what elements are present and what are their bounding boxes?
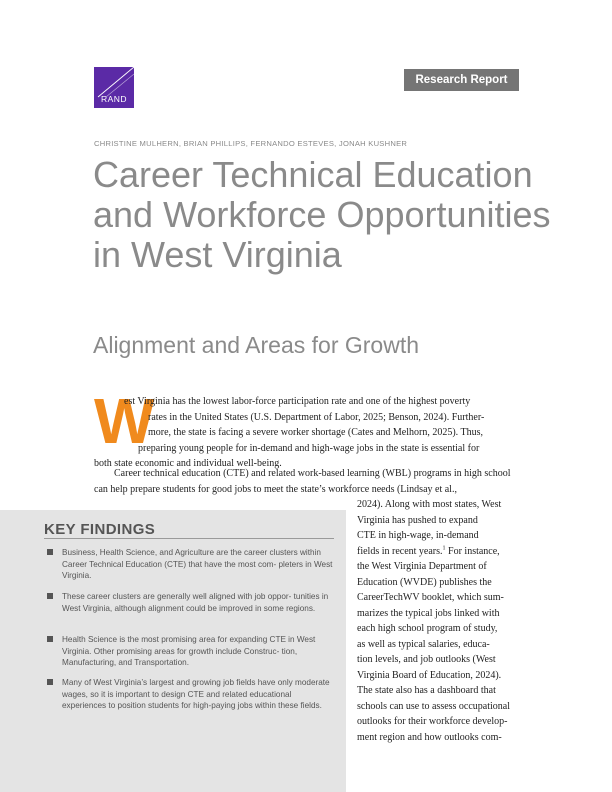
body-line: ment region and how outlooks com- [357,731,502,743]
bullet-square-icon [47,679,53,685]
body-line: preparing young people for in-demand and high-wage jobs in the state is essential for [138,442,480,454]
page-title: Career Technical Education and Workforce Opportunities in West Virginia [93,154,551,275]
body-line: more, the state is facing a severe worker shortage (Cates and Melhorn, 2025). Thus, [148,427,483,438]
body-text: fields in recent years. [357,545,443,557]
drop-cap: W [94,385,155,457]
body-line: outlooks for their workforce develop- [357,716,508,727]
page-subtitle: Alignment and Areas for Growth [93,332,419,358]
bullet-square-icon [47,593,53,599]
body-paragraph: Career technical education (CTE) and related work-based learning (WBL) programs in high school can help prepare students for good jobs to meet the state’s workforce needs (Lindsay et al., [94,468,511,495]
body-line: both state economic and individual well-being. [94,458,282,469]
body-line: The state also has a dashboard that [357,685,496,696]
key-findings-divider [44,538,334,539]
key-finding-text: Business, Health Science, and Agriculture are the career clusters within Career Technical Education (CTE) that have the most com- pleters in West Virginia. [62,548,333,580]
key-finding-item [44,591,334,614]
key-finding-item [44,634,334,669]
footnote-marker[interactable]: 1 [442,545,446,552]
key-findings-title: KEY FINDINGS [44,521,156,538]
body-line: each high school program of study, [357,623,498,634]
body-line: marizes the typical jobs linked with [357,607,500,619]
key-finding-item [44,547,334,582]
body-line: Virginia Board of Education, 2024). [357,669,502,681]
key-finding-text: Health Science is the most promising area for expanding CTE in West Virginia. Other promising areas for growth include Construc- tion, Manufacturing, and Transportation. [62,635,316,667]
key-finding-text: These career clusters are generally well aligned with job oppor- tunities in West Virginia, although alignment could be improved in some regions. [62,592,329,613]
body-line: the West Virginia Department of [357,561,487,572]
body-line: est Virginia has the lowest labor-force participation rate and one of the highest poverty [124,396,471,407]
body-line: 2024). Along with most states, West [357,499,502,510]
bullet-square-icon [47,636,53,642]
body-line-with-footnote [357,544,527,560]
body-line: Virginia has pushed to expand [357,514,478,526]
report-type-badge: Research Report [404,69,519,91]
body-line: CTE in high-wage, in-demand [357,530,479,541]
logo-text: RAND [100,94,128,104]
body-column-right [357,497,527,745]
body-line: Education (WVDE) publishes the [357,576,492,588]
body-line: schools can use to assess occupational [357,700,511,712]
authors: CHRISTINE MULHERN, BRIAN PHILLIPS, FERNANDO ESTEVES, JONAH KUSHNER [94,139,408,148]
key-finding-item [44,677,334,712]
key-finding-text: Many of West Virginia’s largest and growing job fields have only moderate wages, so it is important to design CTE and related educational experiences to position students for high-paying jobs within these fields. [62,678,330,710]
body-text: For instance, [445,545,500,557]
body-line: rates in the United States (U.S. Department of Labor, 2025; Benson, 2024). Further- [148,411,485,423]
rand-logo [94,67,134,108]
body-line: tion levels, and job outlooks (West [357,654,496,665]
body-line: as well as typical salaries, educa- [357,638,490,650]
body-line: CareerTechWV booklet, which sum- [357,592,504,603]
bullet-square-icon [47,549,53,555]
